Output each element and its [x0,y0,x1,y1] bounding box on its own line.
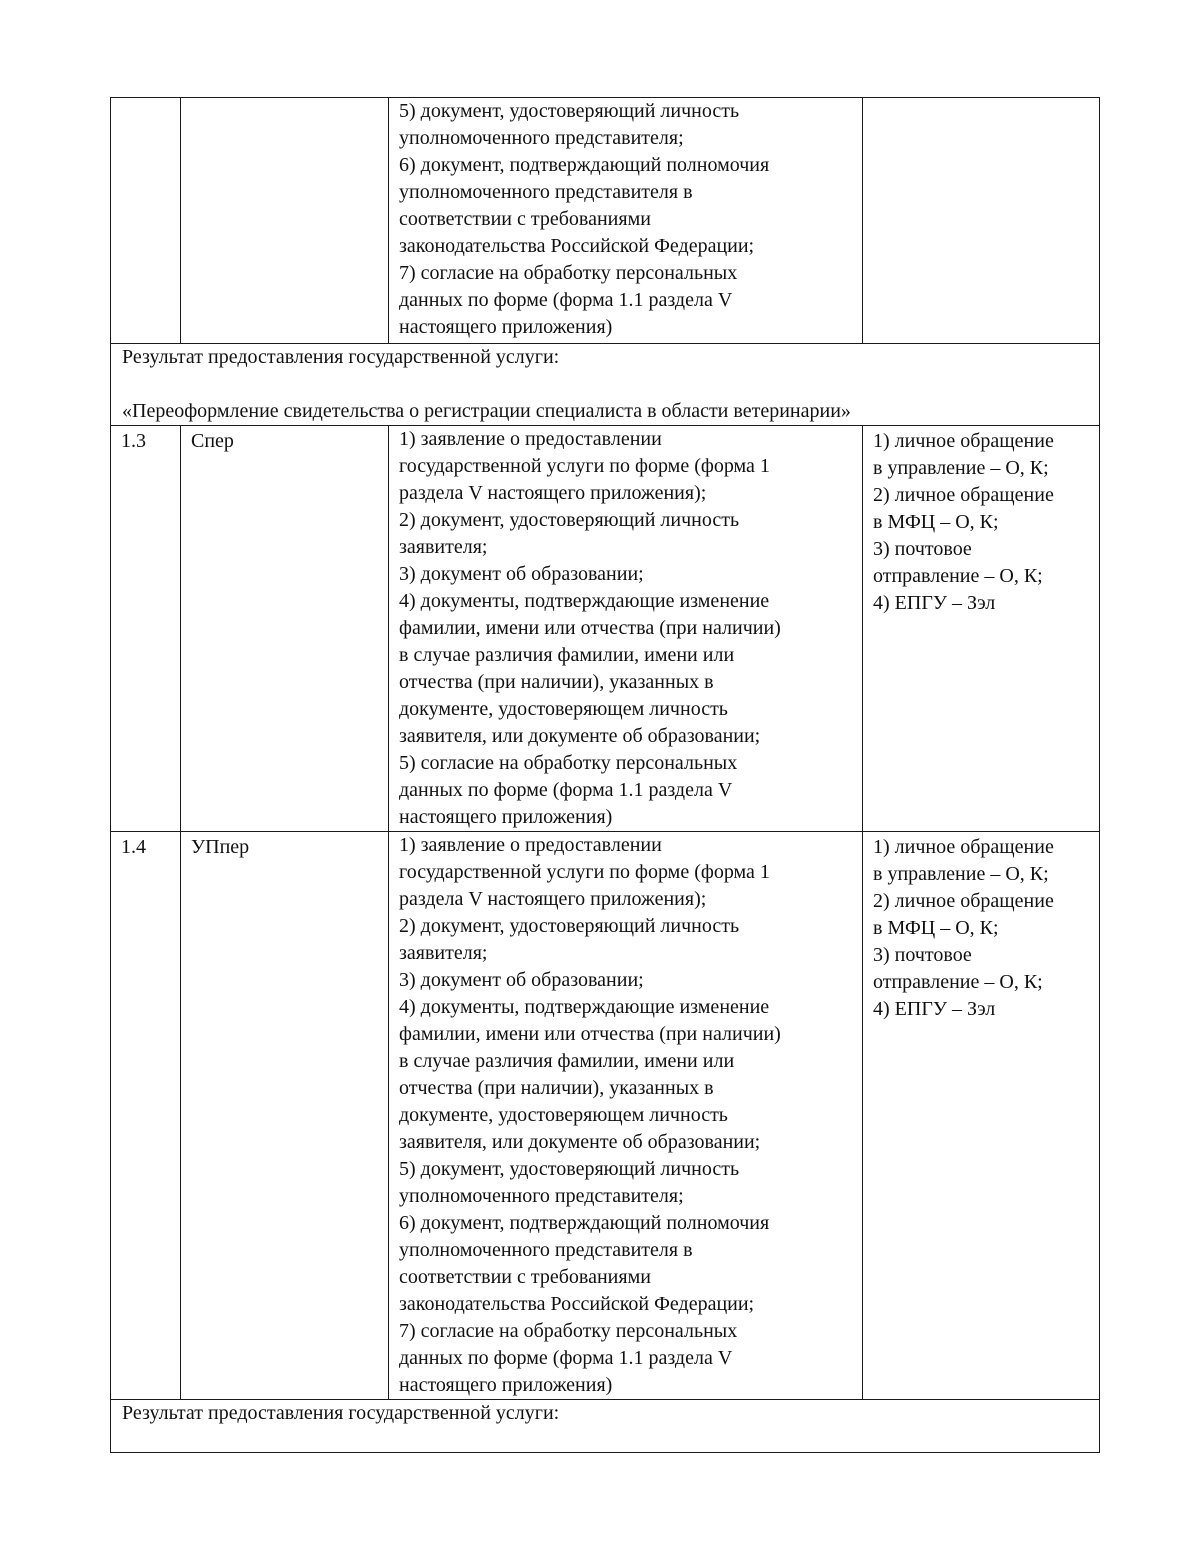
document-line: 3) документ об образовании; [399,969,644,991]
document-line: фамилии, имени или отчества (при наличии) [399,1023,781,1045]
row-number: 1.4 [121,836,146,858]
document-line: 1) заявление о предоставлении [399,428,662,450]
document-line: 5) согласие на обработку персональных [399,752,738,774]
document-line: государственной услуги по форме (форма 1 [399,455,770,477]
document-line: раздела V настоящего приложения); [399,482,707,504]
documents-table [110,97,1100,1453]
submission-line: отправление – О, К; [873,971,1043,993]
submission-line: отправление – О, К; [873,565,1043,587]
document-line: заявителя; [399,942,488,964]
document-line: 1) заявление о предоставлении [399,834,662,856]
document-line: 2) документ, удостоверяющий личность [399,509,740,531]
submission-line: в МФЦ – О, К; [873,511,999,533]
document-line: 2) документ, удостоверяющий личность [399,915,740,937]
row-number: 1.3 [121,430,146,452]
table-row-1-4 [111,832,1100,1400]
submission-line: 2) личное обращение [873,484,1054,506]
document-line: настоящего приложения) [399,316,613,338]
document-line: 5) документ, удостоверяющий личность [399,100,740,122]
result-value: «Переоформление свидетельства о регистрации специалиста в области ветеринарии» [122,400,851,422]
document-line: 3) документ об образовании; [399,563,644,585]
document-line: настоящего приложения) [399,1374,613,1396]
document-line: данных по форме (форма 1.1 раздела V [399,779,733,801]
document-line: 7) согласие на обработку персональных [399,1320,738,1342]
document-line: 4) документы, подтверждающие изменение [399,996,770,1018]
submission-methods-cell [863,426,1100,832]
document-line: раздела V настоящего приложения); [399,888,707,910]
submission-line: в МФЦ – О, К; [873,917,999,939]
document-line: в случае различия фамилии, имени или [399,1050,735,1072]
row-code-cell [181,98,389,344]
submission-line: 2) личное обращение [873,890,1054,912]
document-line: настоящего приложения) [399,806,613,828]
document-line: в случае различия фамилии, имени или [399,644,735,666]
documents-cell [389,98,863,344]
result-label: Результат предоставления государственной услуги: [122,346,560,368]
document-line: данных по форме (форма 1.1 раздела V [399,1347,733,1369]
row-code-cell [181,832,389,1400]
table-row-1-3 [111,426,1100,832]
document-line: уполномоченного представителя; [399,1185,684,1207]
row-number-cell [111,98,181,344]
documents-cell [389,426,863,832]
document-line: государственной услуги по форме (форма 1 [399,861,770,883]
document-line: законодательства Российской Федерации; [399,1293,755,1315]
document-line: документе, удостоверяющем личность [399,1104,728,1126]
submission-methods-cell [863,98,1100,344]
result-label: Результат предоставления государственной услуги: [122,1402,560,1424]
document-line: соответствии с требованиями [399,208,651,230]
document-line: законодательства Российской Федерации; [399,235,755,257]
result-cell [111,344,1100,426]
submission-line: 4) ЕПГУ – Зэл [873,592,996,614]
table-row-result [111,344,1100,426]
document-line: 5) документ, удостоверяющий личность [399,1158,740,1180]
row-code: Спер [191,430,234,452]
document-line: 7) согласие на обработку персональных [399,262,738,284]
submission-line: в управление – О, К; [873,863,1049,885]
row-code: УПпер [191,836,250,858]
submission-line: 4) ЕПГУ – Зэл [873,998,996,1020]
submission-line: 3) почтовое [873,538,972,560]
submission-line: 1) личное обращение [873,836,1054,858]
submission-line: 1) личное обращение [873,430,1054,452]
document-line: отчества (при наличии), указанных в [399,1077,714,1099]
document-line: документе, удостоверяющем личность [399,698,728,720]
table-row-continuation [111,98,1100,344]
documents-cell [389,832,863,1400]
row-number-cell [111,426,181,832]
document-line: заявителя, или документе об образовании; [399,725,761,747]
document-line: 4) документы, подтверждающие изменение [399,590,770,612]
submission-line: в управление – О, К; [873,457,1049,479]
document-line: уполномоченного представителя в [399,1239,693,1261]
document-line: данных по форме (форма 1.1 раздела V [399,289,733,311]
document-line: заявителя; [399,536,488,558]
document-line: 6) документ, подтверждающий полномочия [399,154,770,176]
document-line: уполномоченного представителя; [399,127,684,149]
document-line: заявителя, или документе об образовании; [399,1131,761,1153]
table-row-result [111,1400,1100,1453]
result-cell [111,1400,1100,1453]
row-number-cell [111,832,181,1400]
document-line: 6) документ, подтверждающий полномочия [399,1212,770,1234]
document-line: отчества (при наличии), указанных в [399,671,714,693]
row-code-cell [181,426,389,832]
document-line: уполномоченного представителя в [399,181,693,203]
submission-line: 3) почтовое [873,944,972,966]
document-line: соответствии с требованиями [399,1266,651,1288]
document-line: фамилии, имени или отчества (при наличии) [399,617,781,639]
submission-methods-cell [863,832,1100,1400]
